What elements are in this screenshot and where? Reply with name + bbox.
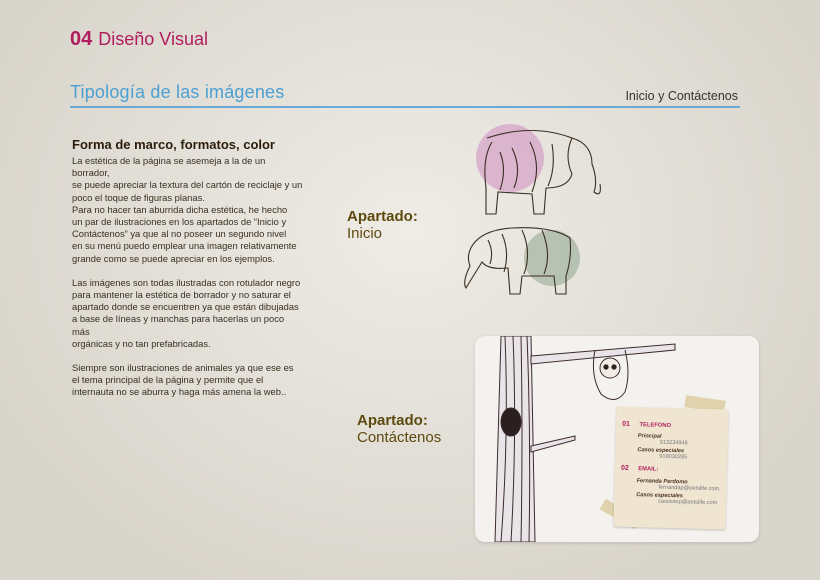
topic-title: Tipología de las imágenes: [70, 82, 285, 102]
contact-illustration-card: [475, 336, 759, 542]
email-name-label: Fernanda Perdomo: [636, 478, 688, 486]
topic-right-label: Inicio y Contáctenos: [625, 89, 738, 103]
email-special-label: Casos especiales: [636, 492, 683, 500]
section-number: 04: [70, 28, 93, 50]
phone-special-label: Casos especiales: [637, 447, 685, 455]
label-contactenos-a: Apartado:: [357, 412, 428, 429]
label-inicio-b: Inicio: [347, 225, 383, 242]
section-title: Diseño Visual: [98, 29, 208, 49]
phone-special-value: 919030285: [659, 453, 688, 461]
contact-note: [613, 407, 728, 530]
email-special-value: casosesp@petslife.com: [658, 498, 718, 507]
email-number-index: 02: [620, 464, 629, 472]
email-heading: EMAIL:: [638, 466, 659, 473]
phone-row: [622, 421, 671, 429]
subtitle: Forma de marco, formatos, color: [72, 137, 275, 152]
phone-number-index: 01: [622, 420, 631, 428]
paragraph-3: Siempre son ilustraciones de animales ya que ese es el tema principal de la página y permite que el internauta no se aburra y haga más amena la web..: [72, 362, 294, 398]
phone-main-value: 913234948: [659, 439, 688, 447]
label-contactenos-b: Contáctenos: [357, 429, 442, 446]
phone-main-label: Principal: [637, 433, 662, 440]
section-header: [70, 28, 208, 51]
paragraph-2: Las imágenes son todas ilustradas con rotulador negro para mantener la estética de borrador y no saturar el apartado donde se encuentren ya que están dibujadas a base de líneas y manchas para hacerlas un poco más orgánicas y no tan prefabricadas.: [72, 276, 301, 349]
body-text: [72, 155, 304, 411]
paragraph-1: La estética de la página se asemeja a la de un borrador, se puede apreciar la textura del cartón de reciclaje y un poco el toque de figuras planas. Para no hacer tan aburrida dicha estética, he hecho un par de ilustraciones en los apartados de “Inicio y Contáctenos” ya que al no poseer un segundo nivel en su menú puedo emplear una imagen relativamente grande como se puede apreciar en los ejemplos.: [72, 155, 303, 264]
email-name-value: fernandap@petslife.com: [658, 484, 720, 493]
email-row: [621, 465, 658, 473]
phone-heading: TELEFONO: [639, 422, 672, 429]
label-inicio: [347, 208, 418, 242]
label-inicio-a: Apartado:: [347, 208, 418, 225]
label-contactenos: [357, 412, 441, 446]
topic-bar: [70, 82, 740, 108]
elephants-illustration: [452, 118, 612, 308]
